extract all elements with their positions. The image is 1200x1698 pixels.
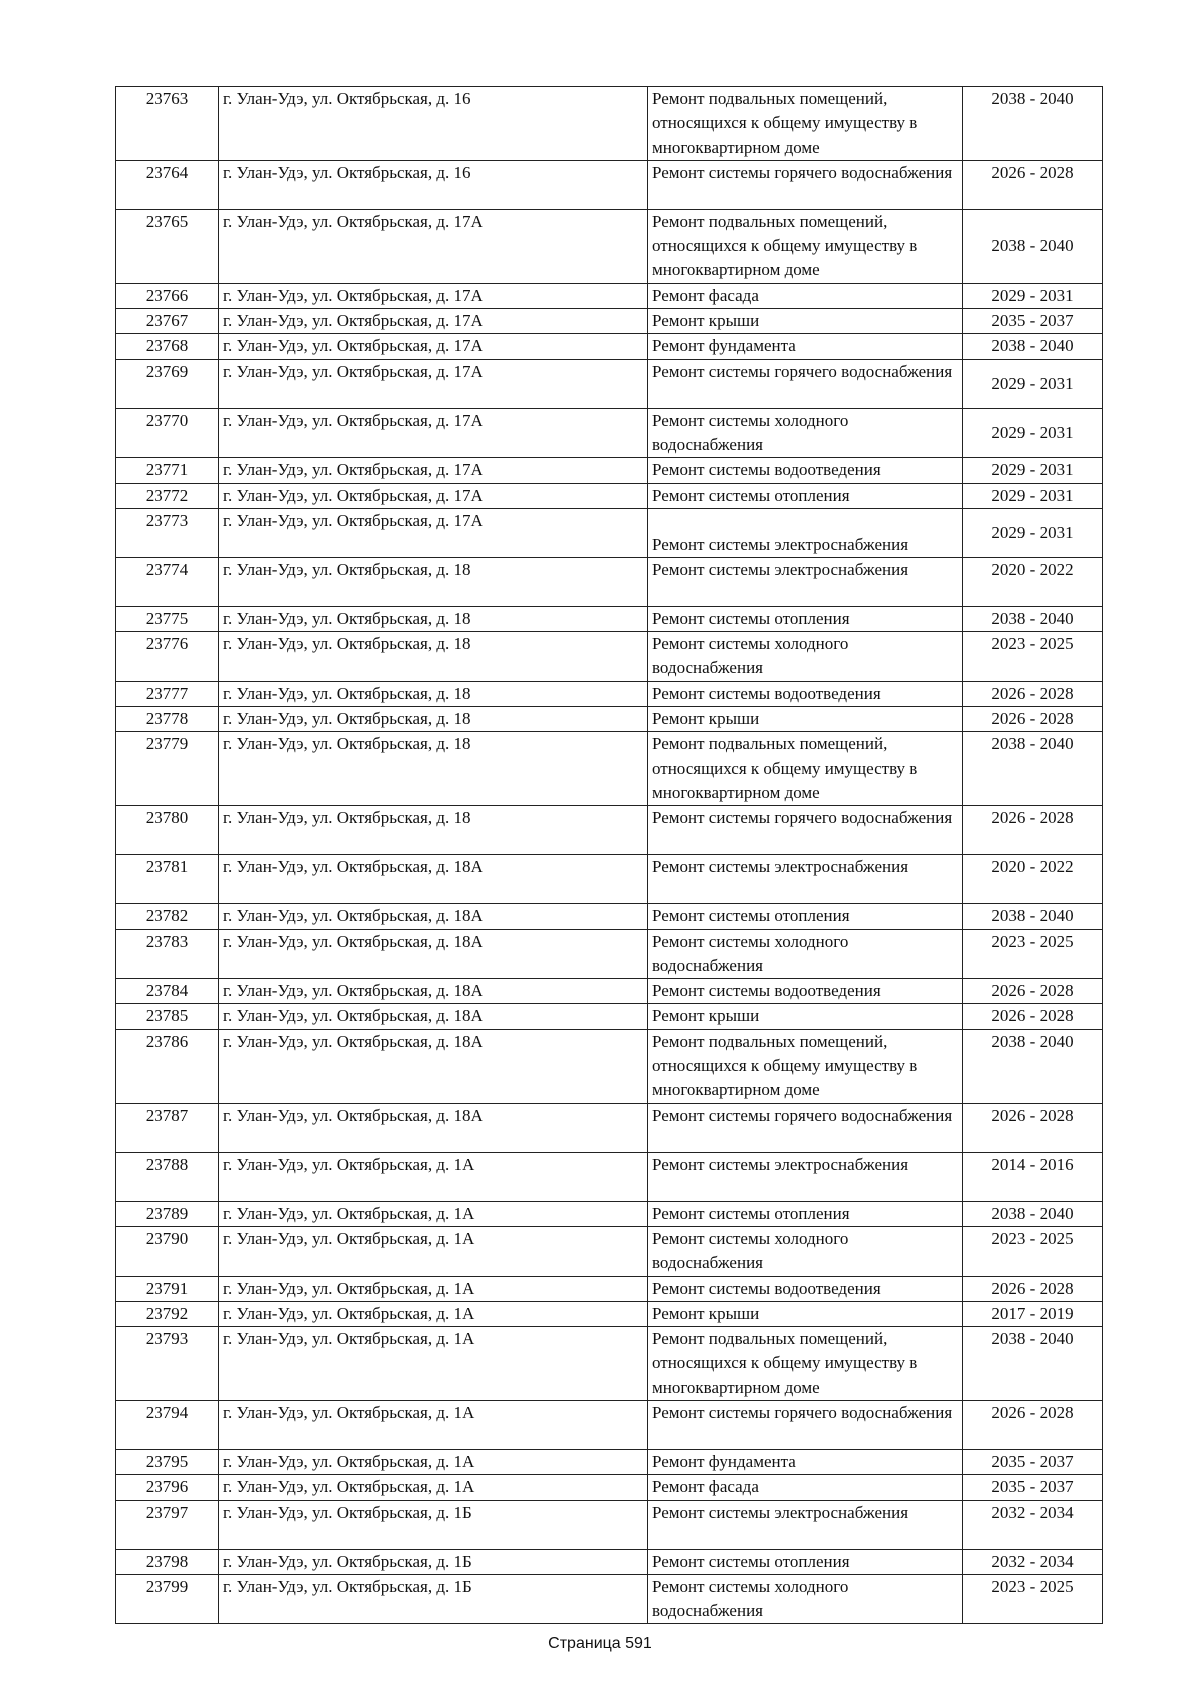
row-number: 23788: [116, 1152, 219, 1201]
row-number: 23767: [116, 309, 219, 334]
row-period: 2026 - 2028: [963, 1103, 1103, 1152]
row-number: 23783: [116, 929, 219, 979]
table-row: [116, 557, 1103, 606]
row-period: 2014 - 2016: [963, 1152, 1103, 1201]
row-address: г. Улан-Удэ, ул. Октябрьская, д. 18: [219, 732, 648, 806]
row-address: г. Улан-Удэ, ул. Октябрьская, д. 18: [219, 557, 648, 606]
row-number: 23775: [116, 606, 219, 631]
row-number: 23766: [116, 283, 219, 308]
table-row: [116, 309, 1103, 334]
row-number: 23787: [116, 1103, 219, 1152]
row-address: г. Улан-Удэ, ул. Октябрьская, д. 18: [219, 806, 648, 855]
row-period: 2026 - 2028: [963, 160, 1103, 209]
row-period: 2023 - 2025: [963, 632, 1103, 682]
row-period: 2035 - 2037: [963, 1475, 1103, 1500]
row-work-type: Ремонт системы отопления: [648, 1201, 963, 1226]
row-period: 2020 - 2022: [963, 557, 1103, 606]
row-address: г. Улан-Удэ, ул. Октябрьская, д. 18А: [219, 929, 648, 979]
table-row: [116, 508, 1103, 557]
row-number: 23770: [116, 408, 219, 458]
table-row: [116, 1549, 1103, 1574]
row-period: 2026 - 2028: [963, 707, 1103, 732]
table-row: [116, 283, 1103, 308]
table-row: [116, 632, 1103, 682]
repair-schedule-table: [115, 86, 1103, 1624]
row-period: 2029 - 2031: [963, 283, 1103, 308]
row-address: г. Улан-Удэ, ул. Октябрьская, д. 18А: [219, 1029, 648, 1103]
row-period: 2029 - 2031: [963, 408, 1103, 458]
row-period: 2038 - 2040: [963, 87, 1103, 161]
row-address: г. Улан-Удэ, ул. Октябрьская, д. 18: [219, 707, 648, 732]
row-number: 23780: [116, 806, 219, 855]
row-work-type: Ремонт системы холодного водоснабжения: [648, 632, 963, 682]
row-number: 23798: [116, 1549, 219, 1574]
row-number: 23794: [116, 1400, 219, 1449]
row-address: г. Улан-Удэ, ул. Октябрьская, д. 1А: [219, 1226, 648, 1276]
row-number: 23777: [116, 681, 219, 706]
row-number: 23778: [116, 707, 219, 732]
row-work-type: Ремонт системы горячего водоснабжения: [648, 806, 963, 855]
row-address: г. Улан-Удэ, ул. Октябрьская, д. 17А: [219, 508, 648, 557]
table-row: [116, 1103, 1103, 1152]
row-work-type: Ремонт системы водоотведения: [648, 1276, 963, 1301]
row-work-type: Ремонт крыши: [648, 1301, 963, 1326]
row-number: 23774: [116, 557, 219, 606]
row-period: 2035 - 2037: [963, 309, 1103, 334]
table-row: [116, 707, 1103, 732]
table-row: [116, 1276, 1103, 1301]
table-row: [116, 979, 1103, 1004]
table-body: [116, 87, 1103, 1624]
row-number: 23792: [116, 1301, 219, 1326]
table-row: [116, 458, 1103, 483]
row-address: г. Улан-Удэ, ул. Октябрьская, д. 1А: [219, 1201, 648, 1226]
row-work-type: Ремонт системы холодного водоснабжения: [648, 1226, 963, 1276]
row-number: 23771: [116, 458, 219, 483]
row-number: 23797: [116, 1500, 219, 1549]
row-address: г. Улан-Удэ, ул. Октябрьская, д. 1А: [219, 1301, 648, 1326]
row-work-type: Ремонт системы электроснабжения: [648, 1152, 963, 1201]
table-row: [116, 606, 1103, 631]
row-number: 23773: [116, 508, 219, 557]
row-period: 2038 - 2040: [963, 606, 1103, 631]
table-row: [116, 1449, 1103, 1474]
table-row: [116, 1004, 1103, 1029]
row-work-type: Ремонт крыши: [648, 707, 963, 732]
row-number: 23772: [116, 483, 219, 508]
row-address: г. Улан-Удэ, ул. Октябрьская, д. 18А: [219, 1103, 648, 1152]
row-number: 23784: [116, 979, 219, 1004]
row-number: 23781: [116, 855, 219, 904]
row-number: 23790: [116, 1226, 219, 1276]
table-row: [116, 359, 1103, 408]
row-period: 2023 - 2025: [963, 929, 1103, 979]
row-number: 23799: [116, 1574, 219, 1624]
row-work-type: Ремонт системы электроснабжения: [648, 508, 963, 557]
row-period: 2032 - 2034: [963, 1549, 1103, 1574]
table-row: [116, 904, 1103, 929]
table-row: [116, 1327, 1103, 1401]
row-address: г. Улан-Удэ, ул. Октябрьская, д. 1Б: [219, 1549, 648, 1574]
row-period: 2038 - 2040: [963, 209, 1103, 283]
row-work-type: Ремонт подвальных помещений, относящихся к общему имуществу в многоквартирном доме: [648, 1327, 963, 1401]
row-address: г. Улан-Удэ, ул. Октябрьская, д. 1Б: [219, 1500, 648, 1549]
row-work-type: Ремонт подвальных помещений, относящихся к общему имуществу в многоквартирном доме: [648, 87, 963, 161]
row-period: 2038 - 2040: [963, 904, 1103, 929]
row-period: 2038 - 2040: [963, 1327, 1103, 1401]
row-work-type: Ремонт системы водоотведения: [648, 458, 963, 483]
table-row: [116, 1475, 1103, 1500]
row-address: г. Улан-Удэ, ул. Октябрьская, д. 18А: [219, 1004, 648, 1029]
row-period: 2029 - 2031: [963, 483, 1103, 508]
row-period: 2023 - 2025: [963, 1574, 1103, 1624]
row-period: 2035 - 2037: [963, 1449, 1103, 1474]
row-period: 2026 - 2028: [963, 1004, 1103, 1029]
row-work-type: Ремонт крыши: [648, 1004, 963, 1029]
row-address: г. Улан-Удэ, ул. Октябрьская, д. 17А: [219, 483, 648, 508]
row-number: 23779: [116, 732, 219, 806]
table-row: [116, 209, 1103, 283]
page-number: Страница 591: [548, 1635, 652, 1652]
row-number: 23785: [116, 1004, 219, 1029]
row-period: 2023 - 2025: [963, 1226, 1103, 1276]
row-number: 23776: [116, 632, 219, 682]
table-row: [116, 1500, 1103, 1549]
row-address: г. Улан-Удэ, ул. Октябрьская, д. 17А: [219, 309, 648, 334]
row-address: г. Улан-Удэ, ул. Октябрьская, д. 1А: [219, 1276, 648, 1301]
row-period: 2029 - 2031: [963, 458, 1103, 483]
table-row: [116, 408, 1103, 458]
row-period: 2038 - 2040: [963, 1201, 1103, 1226]
row-address: г. Улан-Удэ, ул. Октябрьская, д. 16: [219, 87, 648, 161]
row-period: 2038 - 2040: [963, 732, 1103, 806]
row-period: 2026 - 2028: [963, 1400, 1103, 1449]
row-work-type: Ремонт системы отопления: [648, 483, 963, 508]
row-work-type: Ремонт системы холодного водоснабжения: [648, 929, 963, 979]
row-address: г. Улан-Удэ, ул. Октябрьская, д. 18А: [219, 855, 648, 904]
table-row: [116, 1301, 1103, 1326]
row-period: 2032 - 2034: [963, 1500, 1103, 1549]
row-address: г. Улан-Удэ, ул. Октябрьская, д. 16: [219, 160, 648, 209]
row-number: 23786: [116, 1029, 219, 1103]
row-address: г. Улан-Удэ, ул. Октябрьская, д. 17А: [219, 209, 648, 283]
row-address: г. Улан-Удэ, ул. Октябрьская, д. 17А: [219, 458, 648, 483]
row-work-type: Ремонт подвальных помещений, относящихся к общему имуществу в многоквартирном доме: [648, 732, 963, 806]
row-address: г. Улан-Удэ, ул. Октябрьская, д. 18А: [219, 979, 648, 1004]
table-row: [116, 1400, 1103, 1449]
row-period: 2017 - 2019: [963, 1301, 1103, 1326]
row-number: 23789: [116, 1201, 219, 1226]
row-period: 2026 - 2028: [963, 1276, 1103, 1301]
row-address: г. Улан-Удэ, ул. Октябрьская, д. 17А: [219, 408, 648, 458]
row-period: 2038 - 2040: [963, 1029, 1103, 1103]
row-work-type: Ремонт фасада: [648, 1475, 963, 1500]
row-work-type: Ремонт системы горячего водоснабжения: [648, 1400, 963, 1449]
page-footer: [0, 1635, 1200, 1653]
row-address: г. Улан-Удэ, ул. Октябрьская, д. 17А: [219, 359, 648, 408]
row-period: 2026 - 2028: [963, 681, 1103, 706]
row-work-type: Ремонт системы горячего водоснабжения: [648, 160, 963, 209]
table-row: [116, 1029, 1103, 1103]
row-address: г. Улан-Удэ, ул. Октябрьская, д. 17А: [219, 334, 648, 359]
row-number: 23791: [116, 1276, 219, 1301]
row-number: 23765: [116, 209, 219, 283]
row-address: г. Улан-Удэ, ул. Октябрьская, д. 1А: [219, 1400, 648, 1449]
table-row: [116, 732, 1103, 806]
row-work-type: Ремонт фундамента: [648, 334, 963, 359]
row-address: г. Улан-Удэ, ул. Октябрьская, д. 18: [219, 681, 648, 706]
table-row: [116, 929, 1103, 979]
row-address: г. Улан-Удэ, ул. Октябрьская, д. 18: [219, 632, 648, 682]
row-period: 2020 - 2022: [963, 855, 1103, 904]
row-address: г. Улан-Удэ, ул. Октябрьская, д. 17А: [219, 283, 648, 308]
row-work-type: Ремонт системы водоотведения: [648, 681, 963, 706]
row-work-type: Ремонт системы водоотведения: [648, 979, 963, 1004]
table-row: [116, 1226, 1103, 1276]
row-period: 2038 - 2040: [963, 334, 1103, 359]
table-row: [116, 1201, 1103, 1226]
row-period: 2026 - 2028: [963, 806, 1103, 855]
row-work-type: Ремонт подвальных помещений, относящихся к общему имуществу в многоквартирном доме: [648, 1029, 963, 1103]
row-work-type: Ремонт системы электроснабжения: [648, 1500, 963, 1549]
row-address: г. Улан-Удэ, ул. Октябрьская, д. 1А: [219, 1327, 648, 1401]
row-work-type: Ремонт системы электроснабжения: [648, 855, 963, 904]
table-row: [116, 483, 1103, 508]
table-row: [116, 1152, 1103, 1201]
table-row: [116, 334, 1103, 359]
row-address: г. Улан-Удэ, ул. Октябрьская, д. 1А: [219, 1449, 648, 1474]
row-work-type: Ремонт системы горячего водоснабжения: [648, 359, 963, 408]
row-number: 23793: [116, 1327, 219, 1401]
row-address: г. Улан-Удэ, ул. Октябрьская, д. 18А: [219, 904, 648, 929]
row-number: 23769: [116, 359, 219, 408]
row-address: г. Улан-Удэ, ул. Октябрьская, д. 1А: [219, 1475, 648, 1500]
row-work-type: Ремонт системы холодного водоснабжения: [648, 1574, 963, 1624]
row-work-type: Ремонт системы отопления: [648, 904, 963, 929]
row-work-type: Ремонт подвальных помещений, относящихся к общему имуществу в многоквартирном доме: [648, 209, 963, 283]
table-row: [116, 681, 1103, 706]
table-row: [116, 1574, 1103, 1624]
row-number: 23763: [116, 87, 219, 161]
row-work-type: Ремонт системы электроснабжения: [648, 557, 963, 606]
row-address: г. Улан-Удэ, ул. Октябрьская, д. 1Б: [219, 1574, 648, 1624]
table-row: [116, 160, 1103, 209]
row-work-type: Ремонт системы горячего водоснабжения: [648, 1103, 963, 1152]
row-period: 2026 - 2028: [963, 979, 1103, 1004]
row-number: 23782: [116, 904, 219, 929]
row-work-type: Ремонт фундамента: [648, 1449, 963, 1474]
row-work-type: Ремонт системы отопления: [648, 1549, 963, 1574]
row-work-type: Ремонт системы отопления: [648, 606, 963, 631]
table-row: [116, 806, 1103, 855]
row-work-type: Ремонт фасада: [648, 283, 963, 308]
row-number: 23796: [116, 1475, 219, 1500]
row-address: г. Улан-Удэ, ул. Октябрьская, д. 18: [219, 606, 648, 631]
row-work-type: Ремонт крыши: [648, 309, 963, 334]
table-row: [116, 855, 1103, 904]
row-period: 2029 - 2031: [963, 508, 1103, 557]
document-table-container: [115, 86, 1102, 1624]
row-address: г. Улан-Удэ, ул. Октябрьская, д. 1А: [219, 1152, 648, 1201]
row-number: 23764: [116, 160, 219, 209]
row-period: 2029 - 2031: [963, 359, 1103, 408]
row-number: 23795: [116, 1449, 219, 1474]
row-work-type: Ремонт системы холодного водоснабжения: [648, 408, 963, 458]
table-row: [116, 87, 1103, 161]
row-number: 23768: [116, 334, 219, 359]
